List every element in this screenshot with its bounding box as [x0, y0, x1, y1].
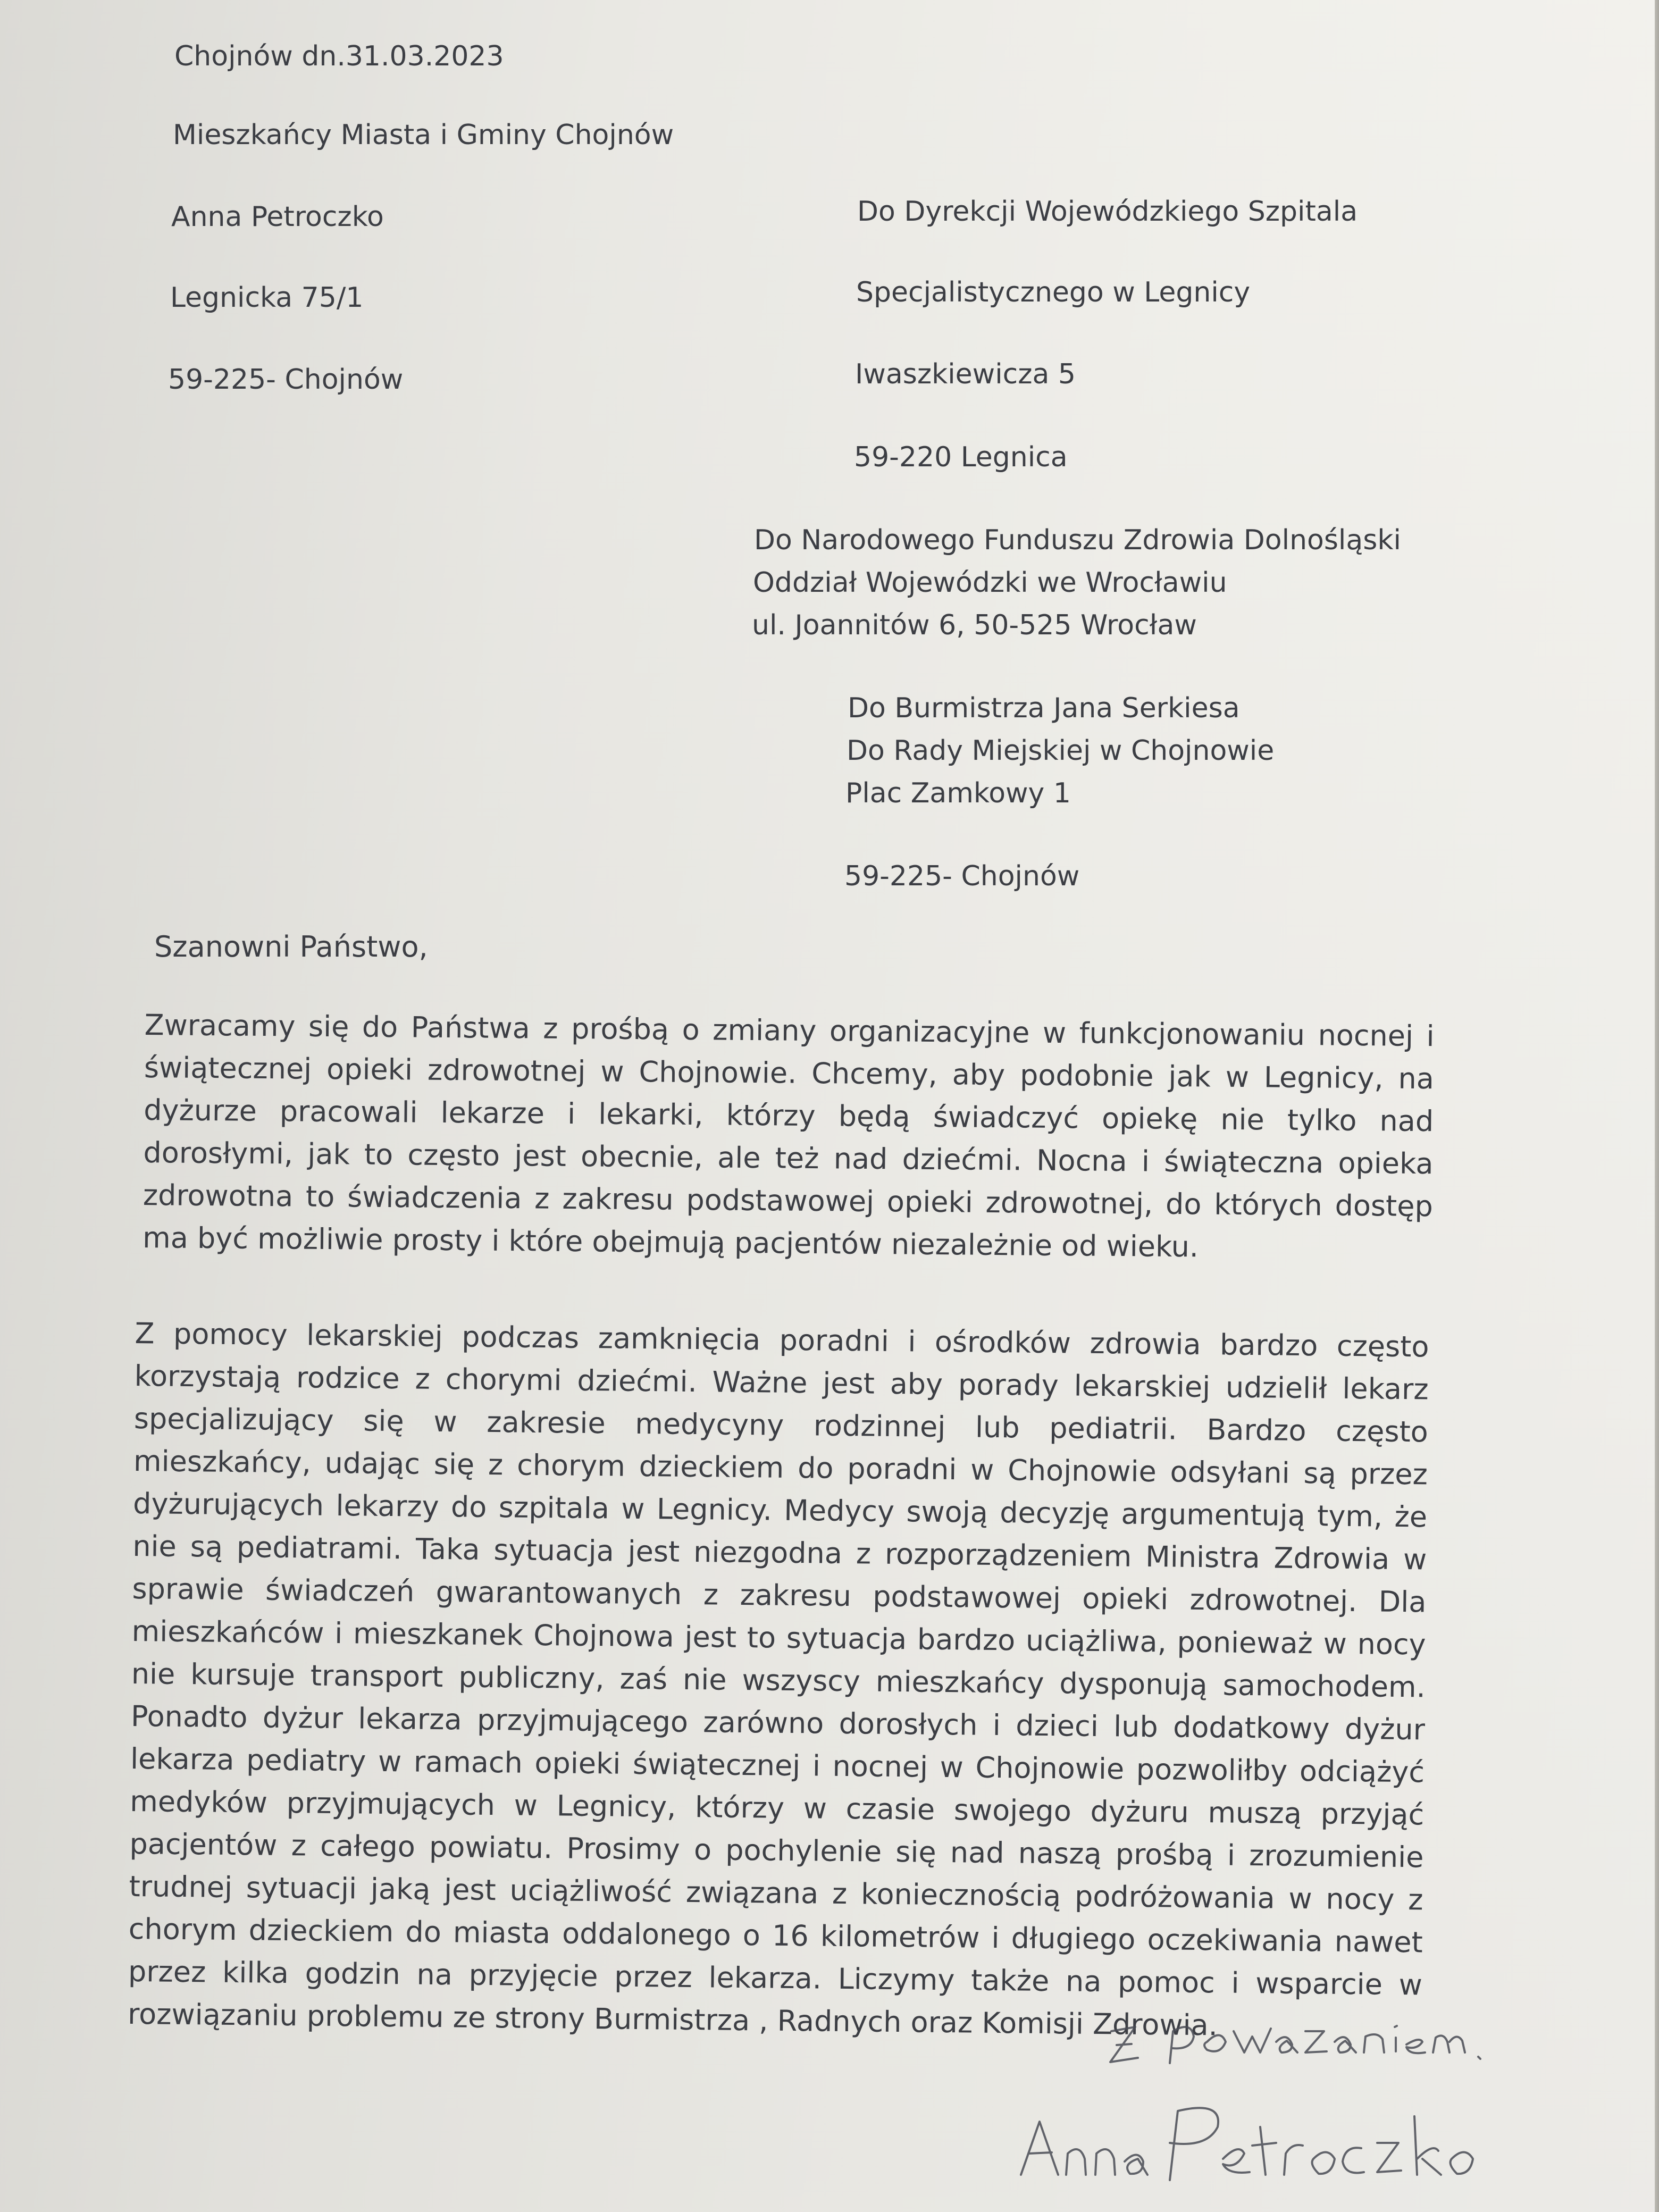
- hospital-line3: Iwaszkiewicza 5: [855, 358, 1076, 390]
- date-line: Chojnów dn.31.03.2023: [174, 40, 504, 72]
- sender-city: 59-225- Chojnów: [168, 364, 404, 396]
- handwritten-signature: [1010, 1999, 1542, 2207]
- hospital-line2: Specjalistycznego w Legnicy: [856, 276, 1251, 308]
- nfz-line2: Oddział Wojewódzki we Wrocławiu: [753, 567, 1227, 599]
- sender-group: Mieszkańcy Miasta i Gminy Chojnów: [173, 119, 674, 151]
- city-line3: Plac Zamkowy 1: [845, 777, 1071, 809]
- paragraph-2: [128, 1312, 1429, 2049]
- hospital-line4: 59-220 Legnica: [854, 441, 1068, 473]
- sender-name: Anna Petroczko: [171, 201, 384, 233]
- paragraph-2-text: Z pomocy lekarskiej podczas zamknięcia poradni i ośrodków zdrowia bardzo często korzystają rodzice z chorymi dziećmi. Ważne jest aby porady lekarskiej udzielił lekarz specjalizujący się w zakresie medycyny rodzinnej lub pediatrii. Bardzo często mieszkańcy, udając się z chorym dzieckiem do poradni w Chojnowie odsyłani są przez dyżurujących lekarzy do szpitala w Legnicy. Medycy swoją decyzję argumentują tym, że nie są pediatrami. Taka sytuacja jest niezgodna z rozporządzeniem Ministra Zdrowia w sprawie świadczeń gwarantowanych z zakresu podstawowej opieki zdrowotnej. Dla mieszkańców i mieszkanek Chojnowa jest to sytuacja bardzo uciążliwa, ponieważ w nocy nie kursuje transport publiczny, zaś nie wszyscy mieszkańcy dysponują samochodem. Ponadto dyżur lekarza przyjmującego zarówno dorosłych i dzieci lub dodatkowy dyżur lekarza pediatry w ramach opieki świątecznej i nocnej w Chojnowie pozwoliłby odciążyć medyków przyjmujących w Legnicy, którzy w czasie swojego dyżuru muszą przyjąć pacjentów z całego powiatu. Prosimy o pochylenie się nad naszą prośbą i zrozumienie trudnej sytuacji jaką jest uciążliwość związana z koniecznością podróżowania w nocy z chorym dzieckiem do miasta oddalonego o 16 kilometrów i długiego oczekiwania nawet przez kilka godzin na przyjęcie przez lekarza. Liczymy także na pomoc i wsparcie w rozwiązaniu problemu ze strony Burmistrza , Radnych oraz Komisji Zdrowia.: [127, 1316, 1429, 2042]
- nfz-line1: Do Narodowego Funduszu Zdrowia Dolnośląski: [754, 524, 1401, 556]
- paragraph-1-text: Zwracamy się do Państwa z prośbą o zmiany organizacyjne w funkcjonowaniu nocnej i świątecznej opieki zdrowotnej w Chojnowie. Chcemy, aby podobnie jak w Legnicy, na dyżurze pracowali lekarze i lekarki, którzy będą świadczyć opiekę nie tylko nad dorosłymi, jak to często jest obecnie, ale też nad dziećmi. Nocna i świąteczna opieka zdrowotna to świadczenia z zakresu podstawowej opieki zdrowotnej, do których dostęp ma być możliwie prosty i które obejmują pacjentów niezależnie od wieku.: [142, 1008, 1435, 1264]
- city-line1: Do Burmistrza Jana Serkiesa: [848, 692, 1240, 724]
- sender-street: Legnicka 75/1: [170, 282, 364, 314]
- salutation: Szanowni Państwo,: [154, 930, 428, 963]
- page-edge: [1655, 0, 1659, 2212]
- city-line4: 59-225- Chojnów: [844, 860, 1080, 892]
- city-line2: Do Rady Miejskiej w Chojnowie: [847, 735, 1275, 767]
- hospital-line1: Do Dyrekcji Wojewódzkiego Szpitala: [857, 196, 1358, 228]
- paragraph-1: [143, 1004, 1435, 1270]
- nfz-line3: ul. Joannitów 6, 50-525 Wrocław: [752, 609, 1197, 641]
